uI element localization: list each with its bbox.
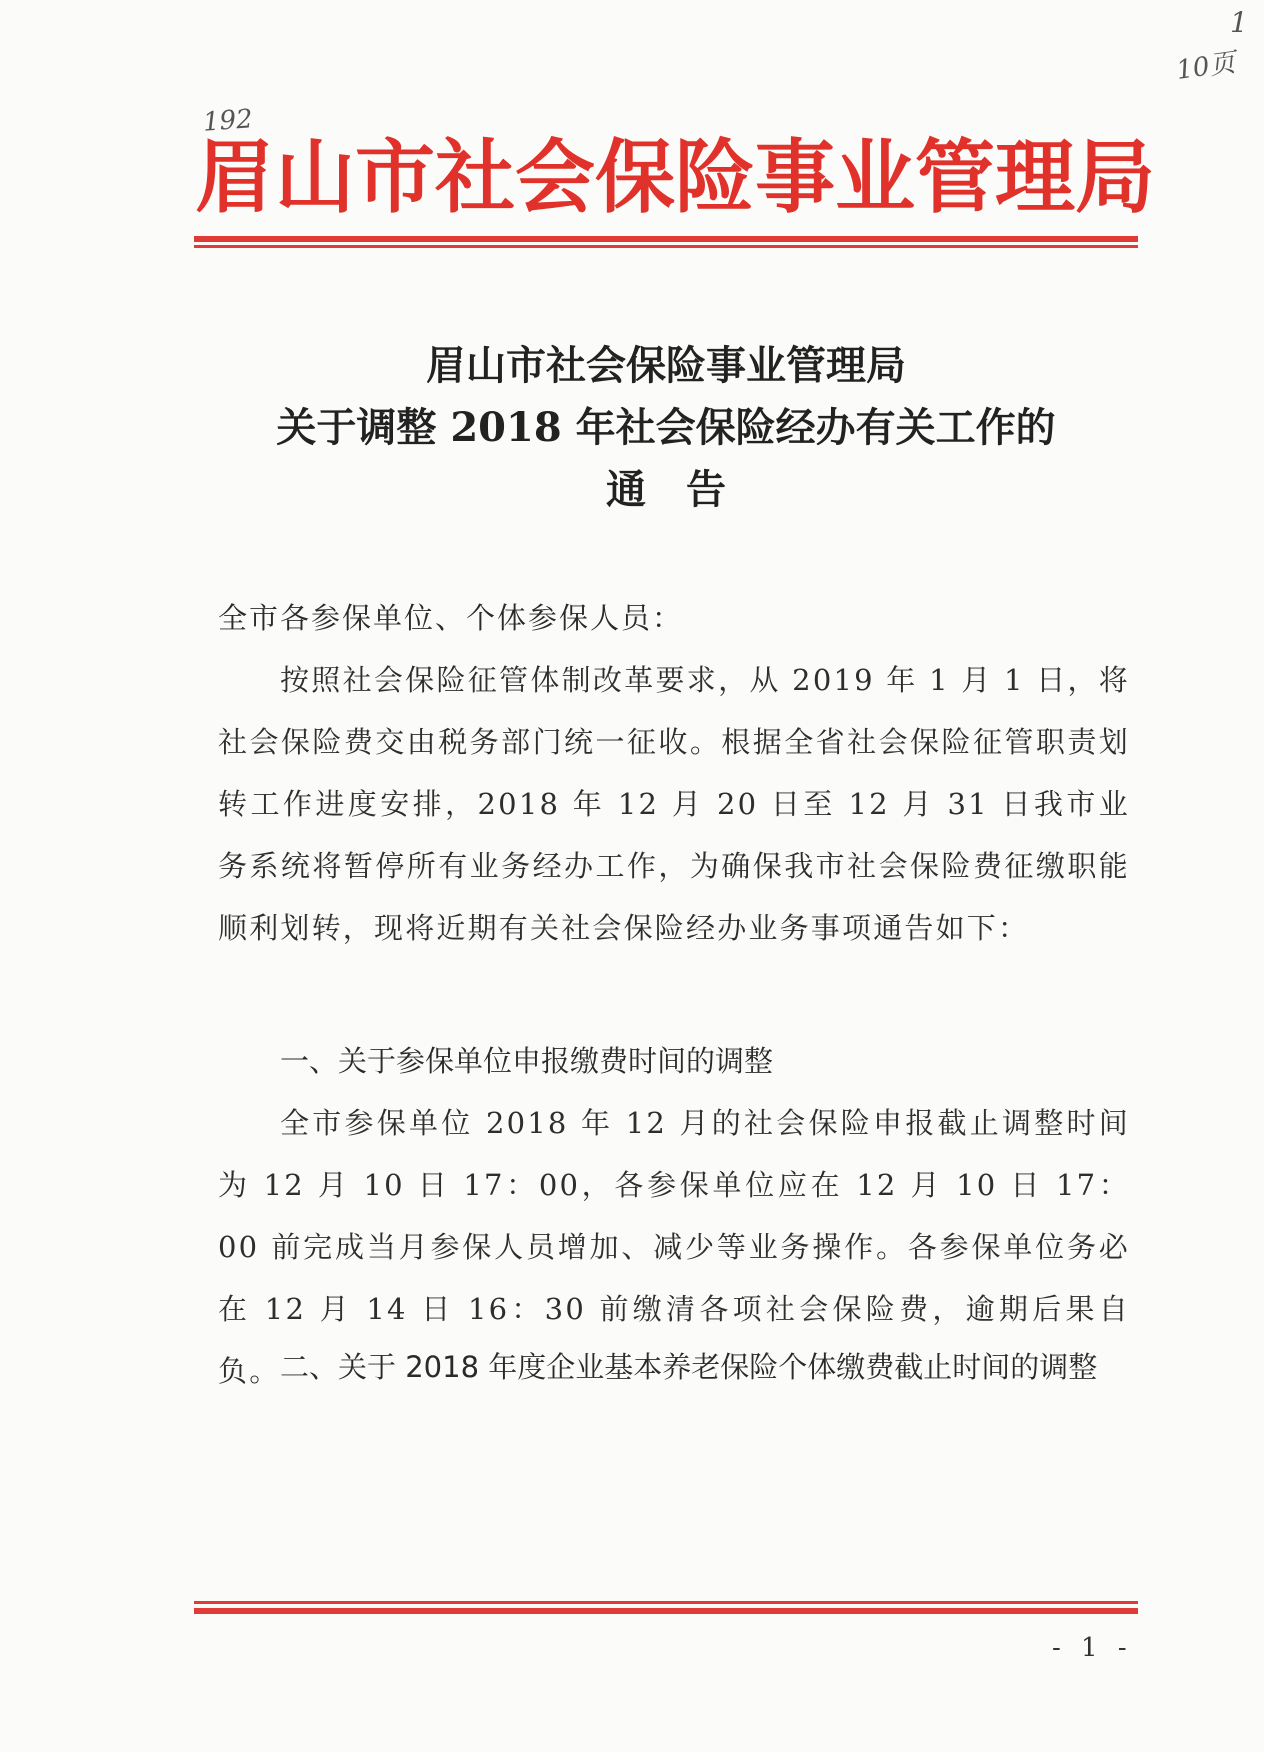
handwritten-doc-number: 192 xyxy=(202,104,254,138)
section1-paragraph: 全市参保单位 2018 年 12 月的社会保险申报截止调整时间为 12 月 10 日 17：00，各参保单位应在 12 月 10 日 17：00 前完成当月参保人员增加、减少等业务操作。各参保单位务必在 12 月 14 日 16：30 前缴清各项社会保险费，逾期后果自负。 xyxy=(218,1106,1130,1388)
handwritten-page-count: 10页 xyxy=(1174,48,1238,86)
handwritten-page-mark: 1 xyxy=(1230,6,1248,39)
footer-red-rule-thin xyxy=(194,1601,1138,1604)
masthead-org-name: 眉山市社会保险事业管理局 xyxy=(195,131,1155,224)
masthead-red-rule xyxy=(194,236,1138,242)
intro-paragraph: 按照社会保险征管体制改革要求，从 2019 年 1 月 1 日，将社会保险费交由税务部门统一征收。根据全省社会保险征管职责划转工作进度安排，2018 年 12 月 20 日至 12 月 31 日我市业务系统将暂停所有业务经办工作，为确保我市社会保险费征缴职能顺利划转，现将近期有关社会保险经办业务事项通告如下： xyxy=(218,663,1130,945)
title-line-1: 眉山市社会保险事业管理局 xyxy=(426,342,906,389)
title-line-2: 关于调整 2018 年社会保险经办有关工作的 xyxy=(276,404,1056,451)
masthead-red-rule-thin xyxy=(194,245,1138,248)
title-line-3: 通告 xyxy=(606,466,766,513)
salutation: 全市各参保单位、个体参保人员： xyxy=(218,601,684,635)
document-title xyxy=(194,335,1138,521)
footer-red-rule xyxy=(194,1608,1138,1614)
section2-heading: 二、关于 2018 年度企业基本养老保险个体缴费截止时间的调整 xyxy=(280,1350,1098,1384)
section1-heading: 一、关于参保单位申报缴费时间的调整 xyxy=(280,1044,774,1078)
page-number: - 1 - xyxy=(1052,1633,1133,1663)
